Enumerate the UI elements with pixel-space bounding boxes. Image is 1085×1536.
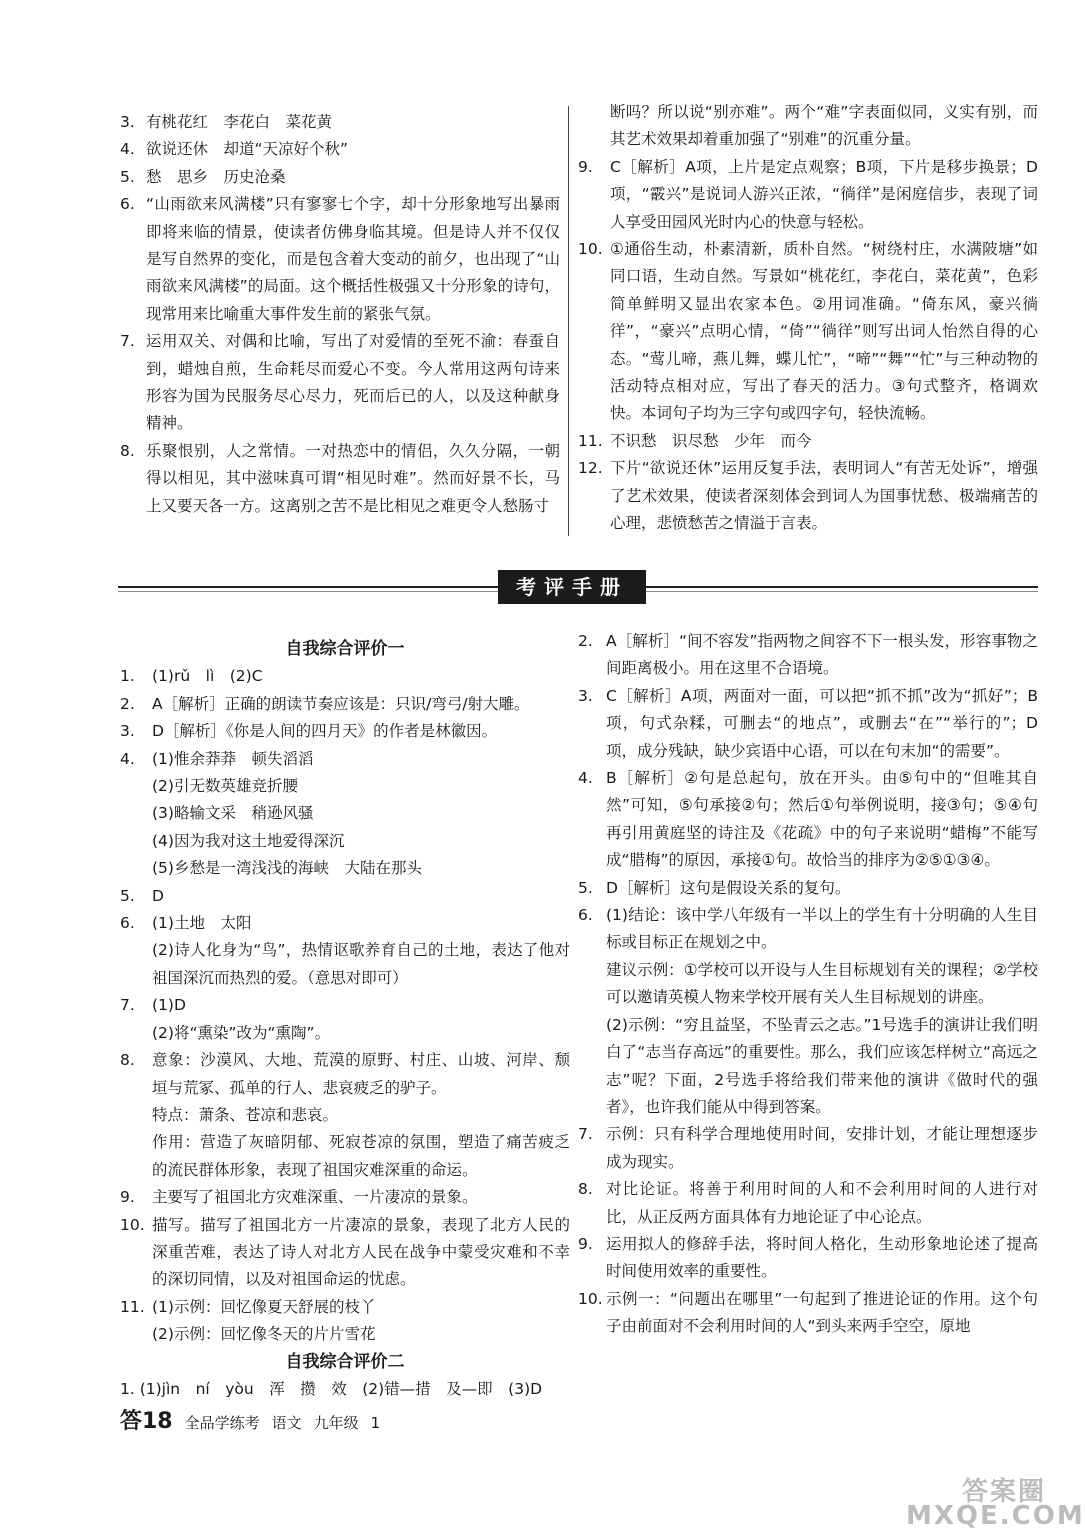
- answer-number: 11.: [120, 1297, 145, 1316]
- answer-number: 6.: [578, 906, 593, 925]
- book-title: 全品学练考: [184, 1414, 260, 1432]
- answer-line: 运用拟人的修辞手法，将时间人格化，生动形象地论述了提高时间使用效率的重要性。: [606, 1234, 1038, 1281]
- page-footer: [120, 1404, 380, 1435]
- self-evaluation-right: [578, 628, 1038, 1341]
- answer-body: [606, 628, 1038, 683]
- answer-line: (1)示例：回忆像夏天舒展的枝丫: [152, 1297, 376, 1316]
- self-evaluation-left: [120, 636, 570, 1403]
- answer-text: 断吗？所以说“别亦难”。两个“难”字表面似同，义实有别，而其艺术效果却着重加强了“别难”的沉重分量。: [610, 103, 1038, 149]
- answer-number: 11.: [578, 431, 603, 450]
- answer-line: 示例一：“问题出在哪里”一句起到了推进论证的作用。这个句子由前面对不会利用时间的人“到头来两手空空，原地: [606, 1289, 1038, 1336]
- answer-line: B［解析］②句是总起句，放在开头。由⑤句中的“但唯其自然”可知，⑤句承接②句；然后①句举例说明，接③句；⑤④句再引用黄庭坚的诗注及《花疏》中的句子来说明“蜡梅”不能写成“腊梅”的原因，承接①句。故恰当的排序为②⑤①③④。: [606, 769, 1038, 870]
- answer-body: [606, 1121, 1038, 1176]
- answer-body: [606, 765, 1038, 875]
- answer-line: (1)结论：该中学八年级有一半以上的学生有十分明确的人生目标或目标正在规划之中。: [606, 906, 1038, 952]
- answer-line: D: [152, 886, 164, 905]
- answer-body: [152, 691, 570, 718]
- answer-number: 9.: [578, 1234, 593, 1253]
- answer-number: 4.: [578, 769, 593, 788]
- answer-text: 运用双关、对偶和比喻，写出了对爱情的至死不渝：春蚕自到，蜡烛自煎，生命耗尽而爱心不变。今人常用这两句诗来形容为国为民服务尽心尽力，死而后已的人，以及这种献身精神。: [146, 332, 560, 433]
- answer-line: C［解析］A项，两面对一面，可以把“抓不抓”改为“抓好”；B项，句式杂糅，可删去“的地点”，或删去“在”“举行的”；D项，成分残缺，缺少宾语中心语，可以在句末加“的需要”。: [606, 686, 1038, 760]
- answer-text: 不识愁 识尽愁 少年 而今: [610, 431, 812, 450]
- answer-line: 示例：只有科学合理地使用时间，安排计划，才能让理想逐步成为现实。: [606, 1125, 1038, 1171]
- answer-line: (2)引无数英雄竞折腰: [152, 777, 298, 796]
- answer-item: [578, 765, 1038, 875]
- answer-line: (5)乡愁是一湾浅浅的海峡 大陆在那头: [152, 859, 422, 878]
- answer-line: D［解析］这句是假设关系的复句。: [606, 878, 851, 897]
- answer-item: [120, 191, 560, 328]
- subject: 语文: [271, 1414, 302, 1432]
- watermark-line1: 答案圈: [961, 1477, 1046, 1507]
- answer-item: [578, 902, 1038, 1121]
- answer-number: 8.: [120, 441, 135, 460]
- answer-body: [152, 1184, 570, 1211]
- answer-body: [606, 1286, 1038, 1341]
- answer-body: [606, 902, 1038, 1121]
- answer-number: 6.: [120, 195, 135, 214]
- column-divider: [568, 106, 569, 536]
- volume: 1: [370, 1414, 381, 1432]
- answer-body: [152, 910, 570, 992]
- answer-number: 9.: [120, 1188, 135, 1207]
- answer-number: 9.: [578, 157, 593, 176]
- answer-number: 3.: [120, 722, 135, 741]
- answer-item: [578, 1121, 1038, 1176]
- answer-item: [120, 1212, 570, 1294]
- answer-body: [152, 746, 570, 883]
- answer-text: ①通俗生动，朴素清新，质朴自然。“树绕村庄，水满陂塘”如同口语，生动自然。写景如“桃花红，李花白，菜花黄”，色彩简单鲜明又显出农家本色。②用词准确。“倚东风，豪兴徜徉”，“豪兴”点明心情，“倚”“徜徉”则写出词人怡然自得的心态。“莺儿啼，燕儿舞，蝶儿忙”，“啼”“舞”“忙”与三种动物的活动特点相对应，写出了春天的活力。③句式整齐，格调欢快。本词句子均为三字句或四字句，轻快流畅。: [610, 240, 1038, 423]
- answer-number: 2.: [578, 632, 593, 650]
- answer-item: [120, 1294, 570, 1349]
- section1-answers: [120, 663, 570, 1348]
- answer-line: (1)惟余莽莽 顿失滔滔: [152, 749, 314, 768]
- answer-item: [120, 883, 570, 910]
- answer-number: 10.: [578, 240, 603, 259]
- answer-line: 特点：萧条、苍凉和悲哀。: [152, 1105, 339, 1124]
- answer-body: [152, 992, 570, 1047]
- section2-title: 自我综合评价二: [285, 1351, 405, 1372]
- section-banner: 考评手册: [498, 570, 646, 604]
- answer-body: [606, 1231, 1038, 1286]
- answer-text: 下片“欲说还休”运用反复手法，表明词人“有苦无处诉”，增强了艺术效果，使读者深刻体会到词人为国事忧愁、极端痛苦的心理，悲愤愁苦之情溢于言表。: [610, 459, 1038, 533]
- watermark-line2: MXQE.COM: [906, 1501, 1085, 1531]
- answer-item: [120, 691, 570, 718]
- section1-title: 自我综合评价一: [285, 639, 405, 659]
- answer-item: [120, 746, 570, 883]
- answer-text: “山雨欲来风满楼”只有寥寥七个字，却十分形象地写出暴雨即将来临的情景，使读者仿佛身临其境。但是诗人并不仅仅是写自然界的变化，而是包含着大变动的前夕，也出现了“山雨欲来风满楼”的局面。这个概括性极强又十分形象的诗句，现常用来比喻重大事件发生前的紧张气氛。: [146, 195, 560, 323]
- answer-line: A［解析］正确的朗读节奏应该是：只识/弯弓/射大雕。: [152, 694, 530, 713]
- answer-item: [578, 428, 1038, 455]
- answer-body: [152, 1047, 570, 1184]
- answer-item: [120, 109, 560, 136]
- answer-item: [578, 683, 1038, 765]
- answer-item: [120, 164, 560, 191]
- answer-item: [120, 663, 570, 690]
- answer-item: [578, 1286, 1038, 1341]
- answer-item: [578, 875, 1038, 902]
- answer-item: [578, 455, 1038, 537]
- banner-rule-right: [646, 586, 1038, 592]
- answer-item: [120, 1047, 570, 1184]
- answer-text: C［解析］A项，上片是定点观察；B项，下片是移步换景；D项，“霰兴”是说词人游兴正浓，“徜徉”是闲庭信步，表现了词人享受田园风光时内心的快意与轻松。: [610, 157, 1038, 231]
- answer-body: [152, 718, 570, 745]
- answer-number: 5.: [120, 886, 135, 905]
- answer-line: (2)示例：“穷且益坚，不坠青云之志。”1号选手的演讲让我们明白了“志当存高远”的重要性。那么，我们应该怎样树立“高远之志”呢？下面，2号选手将给我们带来他的演讲《做时代的强者》，也许我们能从中得到答案。: [606, 1015, 1038, 1116]
- answer-item: [120, 718, 570, 745]
- answer-number: 8.: [120, 1051, 135, 1070]
- answer-line: 对比论证。将善于利用时间的人和不会利用时间的人进行对比，从正反两方面具体有力地论证了中心论点。: [606, 1180, 1038, 1226]
- banner-rule-left: [118, 586, 498, 592]
- answer-line: (1)D: [152, 996, 186, 1015]
- answer-line: A［解析］“间不容发”指两物之间容不下一根头发，形容事物之间距离极小。用在这里不合语境。: [606, 632, 1038, 678]
- answer-line: 意象：沙漠风、大地、荒漠的原野、村庄、山坡、河岸、颓垣与荒冢、孤单的行人、悲哀疲乏的驴子。: [152, 1051, 570, 1097]
- answer-body: [152, 1212, 570, 1294]
- answer-line: 建议示例：①学校可以开设与人生目标规划有关的课程；②学校可以邀请英模人物来学校开展有关人生目标规划的讲座。: [606, 960, 1038, 1007]
- answer-item: [578, 154, 1038, 236]
- answers-top-left: [120, 109, 560, 520]
- answer-number: 2.: [120, 694, 135, 713]
- answer-item: [120, 438, 560, 520]
- answer-item: [578, 1176, 1038, 1231]
- answer-item: [578, 1231, 1038, 1286]
- answer-number: 3.: [120, 113, 135, 131]
- answer-number: 10.: [120, 1215, 145, 1234]
- answer-line: 描写。描写了祖国北方一片凄凉的景象，表现了北方人民的深重苦难，表达了诗人对北方人民在战争中蒙受灾难和不幸的深切同情，以及对祖国命运的忧虑。: [152, 1215, 570, 1289]
- watermark-logo: [906, 1477, 1085, 1531]
- answer-item: [120, 136, 560, 163]
- answer-item: [578, 628, 1038, 683]
- grade: 九年级: [313, 1414, 359, 1432]
- answer-number: 5.: [578, 878, 593, 897]
- answer-line: (2)将“熏染”改为“熏陶”。: [152, 1023, 331, 1042]
- answer-number: 7.: [120, 332, 135, 351]
- answer-text: 愁 思乡 历史沧桑: [146, 167, 286, 186]
- answer-number: [578, 99, 610, 154]
- answer-number: 1.: [120, 667, 135, 686]
- answer-body: [606, 683, 1038, 765]
- answer-line: D［解析］《你是人间的四月天》的作者是林徽因。: [152, 722, 498, 741]
- answer-line: 作用：营造了灰暗阴郁、死寂苍凉的氛围，塑造了痛苦疲乏的流民群体形象，表现了祖国灾难深重的命运。: [152, 1133, 570, 1179]
- answer-line: (2)示例：回忆像冬天的片片雪花: [152, 1325, 376, 1344]
- answer-body: [152, 663, 570, 690]
- answer-line: 主要写了祖国北方灾难深重、一片凄凉的景象。: [152, 1188, 478, 1207]
- answer-number: 8.: [578, 1180, 593, 1199]
- page-code: 答18: [120, 1409, 173, 1434]
- answer-body: [606, 1176, 1038, 1231]
- answer-item: [120, 328, 560, 438]
- answer-body: [606, 875, 1038, 902]
- answer-number: 12.: [578, 459, 603, 478]
- answer-text: 乐聚恨别，人之常情。一对热恋中的情侣，久久分隔，一朝得以相见，其中滋味真可谓“相见时难”。然而好景不长，马上又要天各一方。这离别之苦不是比相见之难更令人愁肠寸: [146, 441, 560, 515]
- answer-text: 有桃花红 李花白 菜花黄: [146, 113, 333, 131]
- answer-item: [120, 992, 570, 1047]
- answer-text: 欲说还休 却道“天凉好个秋”: [146, 140, 349, 159]
- answer-body: [152, 1294, 570, 1349]
- answer-line: (2)诗人化身为“鸟”，热情讴歌养育自己的土地，表达了他对祖国深沉而热烈的爱。（意思对即可）: [152, 941, 570, 987]
- answer-number: 3.: [578, 686, 593, 705]
- answer-number: 7.: [578, 1125, 593, 1144]
- section2-first-line: 1. (1)jìn ní yòu 浑 攒 效 (2)错—措 及—即 (3)D: [120, 1379, 543, 1398]
- answer-number: 7.: [120, 996, 135, 1015]
- answers-top-right: [578, 99, 1038, 538]
- answer-item: [120, 910, 570, 992]
- answer-number: 10.: [578, 1289, 603, 1308]
- answer-item: [120, 1184, 570, 1211]
- answer-number: 5.: [120, 167, 135, 186]
- answer-number: 6.: [120, 914, 135, 933]
- answer-number: 4.: [120, 140, 135, 159]
- answer-number: 4.: [120, 749, 135, 768]
- answer-body: [152, 883, 570, 910]
- answer-line: (1)rǔ lì (2)C: [152, 667, 263, 686]
- answer-line: (3)略输文采 稍逊风骚: [152, 804, 314, 823]
- answer-line: (1)土地 太阳: [152, 914, 252, 933]
- answer-line: (4)因为我对这土地爱得深沉: [152, 831, 345, 850]
- answer-item: [578, 236, 1038, 428]
- answer-item: [578, 99, 1038, 154]
